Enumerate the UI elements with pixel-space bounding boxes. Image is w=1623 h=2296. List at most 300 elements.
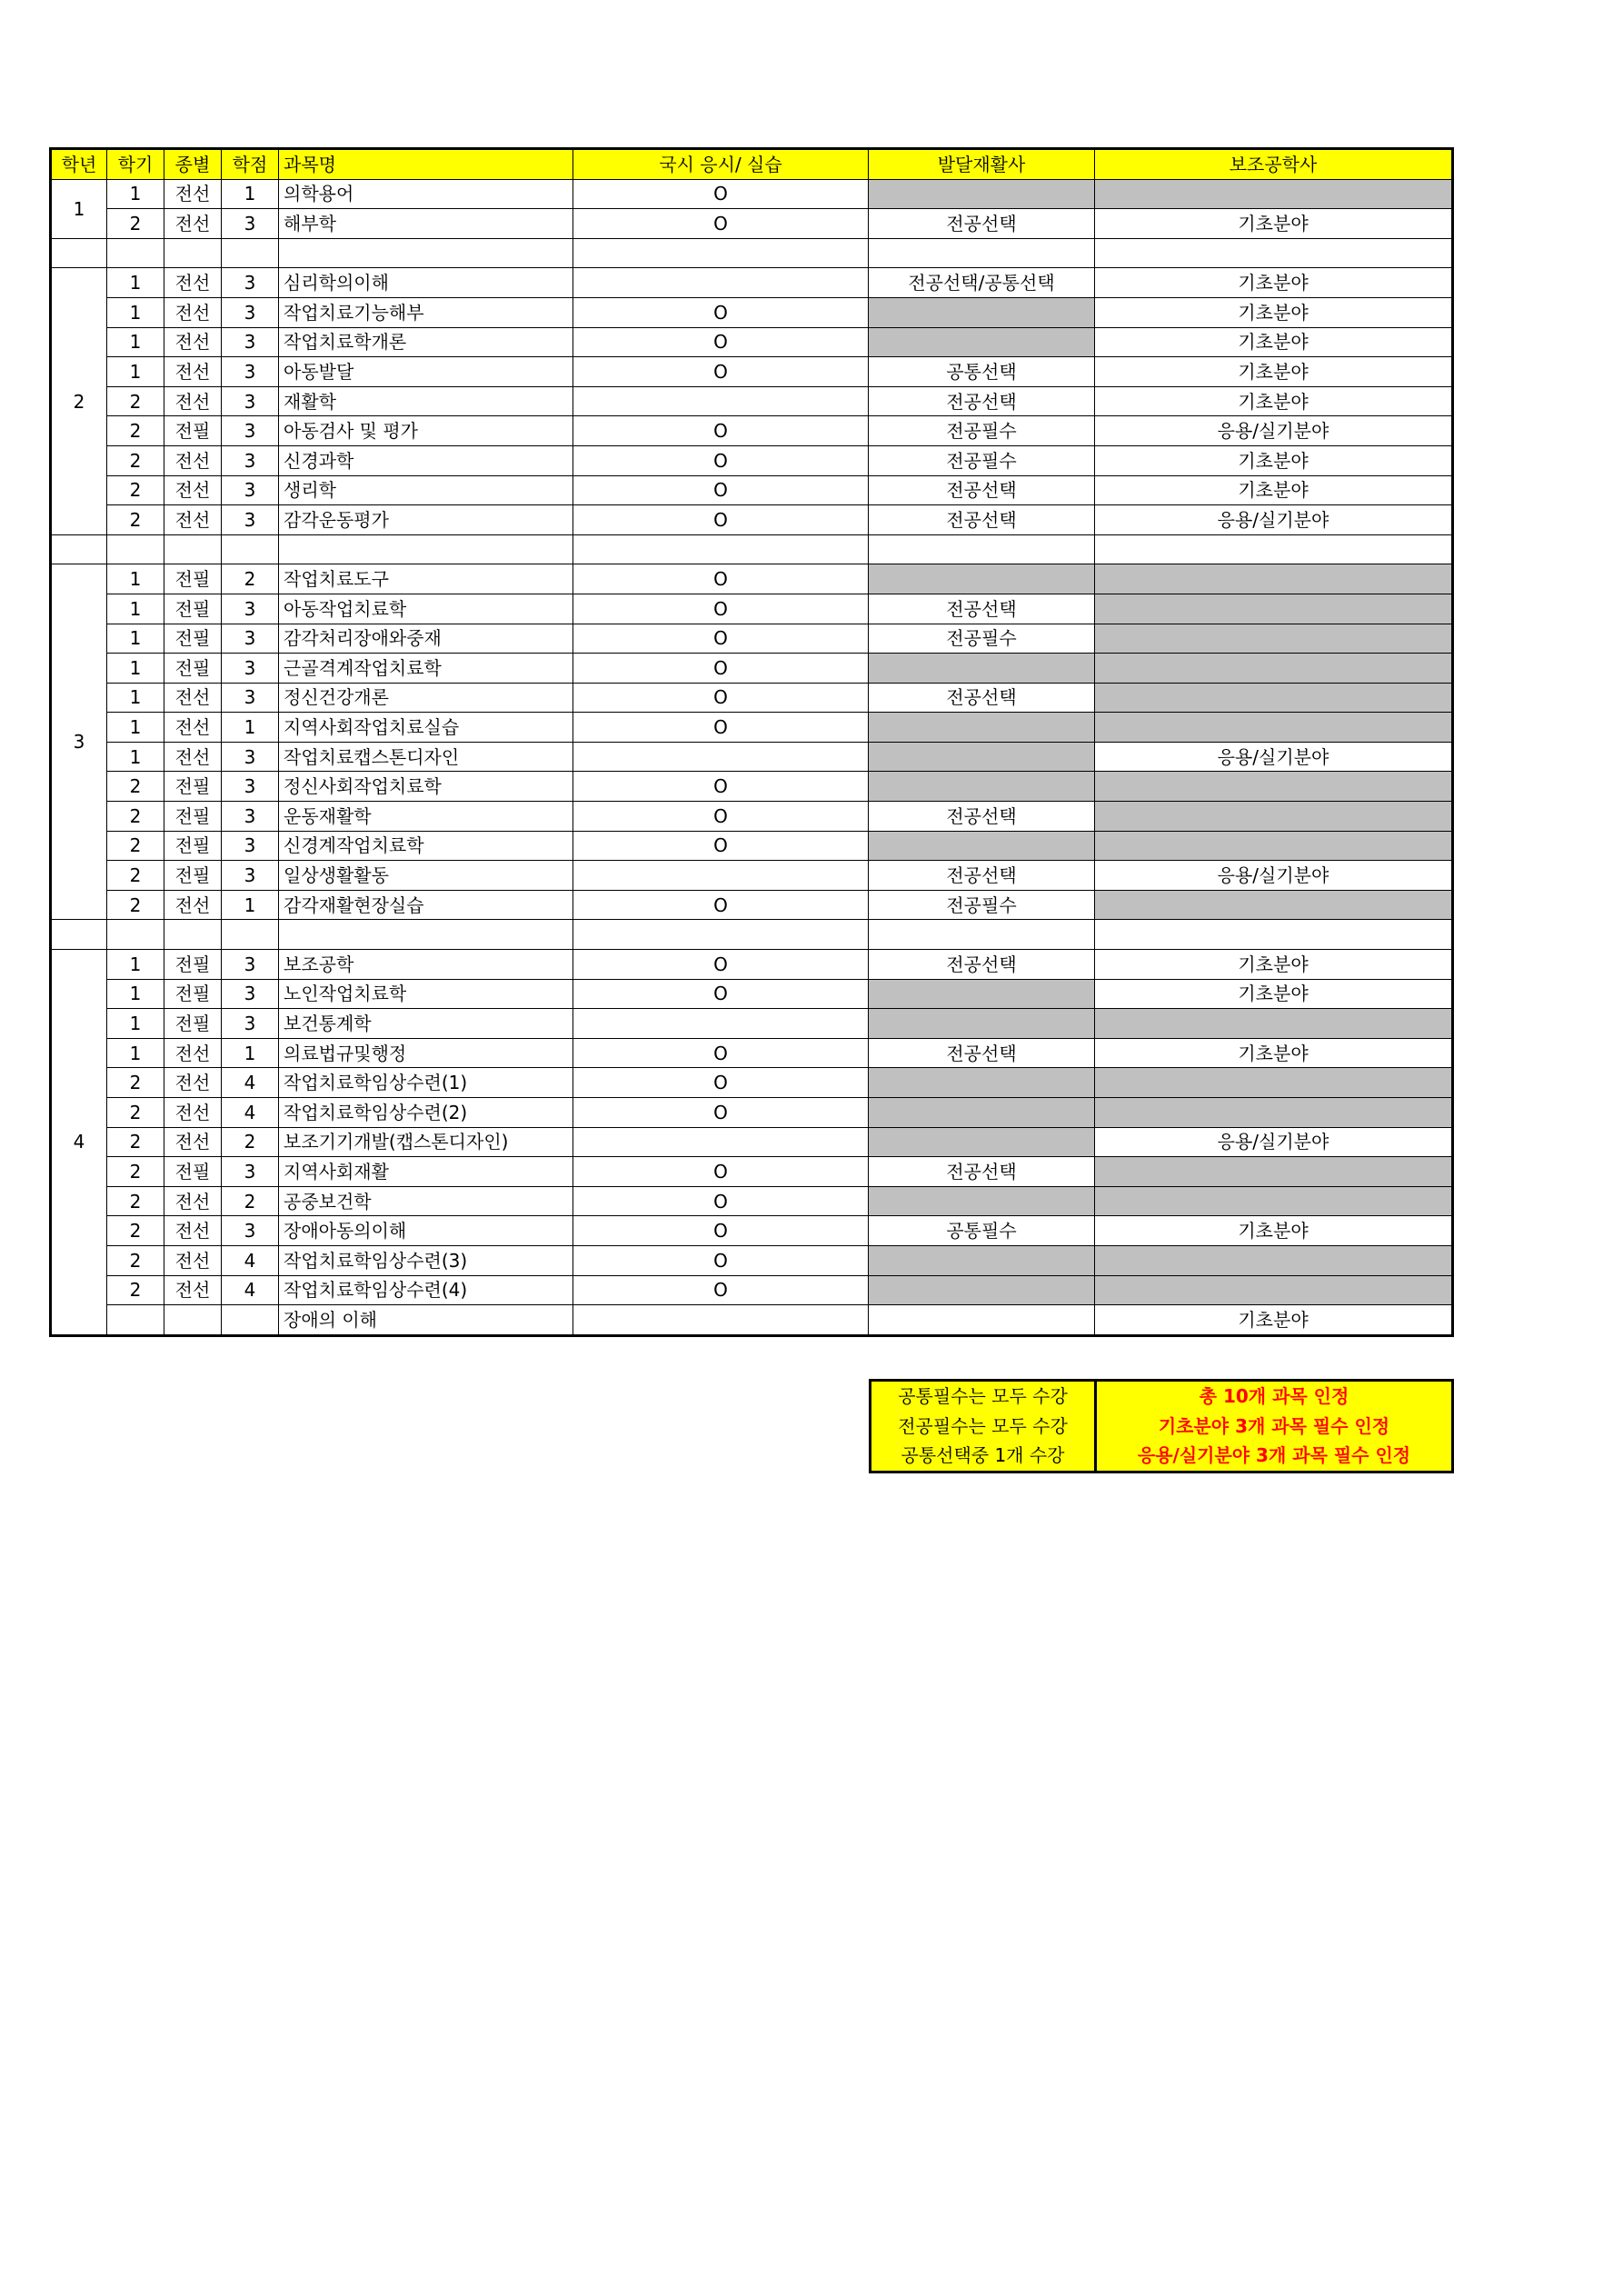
header-type: 종별 (164, 149, 222, 180)
credit-cell: 2 (222, 564, 279, 594)
type-cell: 전선 (164, 1186, 222, 1216)
course-name-cell: 심리학의이해 (279, 268, 573, 298)
semester-cell: 2 (107, 505, 164, 535)
empty-cell (573, 920, 869, 950)
exam-cell: O (573, 624, 869, 654)
table-row (51, 1009, 1453, 1039)
credit-cell: 3 (222, 831, 279, 861)
type-cell: 전필 (164, 654, 222, 684)
assistive-tech-cell: 기초분야 (1095, 386, 1453, 416)
credit-cell: 3 (222, 742, 279, 772)
assistive-tech-cell (1095, 772, 1453, 802)
dev-rehab-cell (869, 297, 1095, 327)
credit-cell: 3 (222, 1216, 279, 1246)
dev-rehab-cell (869, 1068, 1095, 1098)
course-name-cell: 감각운동평가 (279, 505, 573, 535)
dev-rehab-cell: 공통선택 (869, 357, 1095, 387)
assistive-tech-cell: 기초분야 (1095, 357, 1453, 387)
table-row (51, 1157, 1453, 1187)
table-row (51, 979, 1453, 1009)
header-semester: 학기 (107, 149, 164, 180)
assistive-tech-cell (1095, 1245, 1453, 1275)
assistive-tech-cell (1095, 890, 1453, 920)
assistive-tech-cell: 응용/실기분야 (1095, 1127, 1453, 1157)
notes-box (869, 1379, 1454, 1473)
assistive-tech-cell (1095, 594, 1453, 624)
empty-cell (1095, 238, 1453, 268)
type-cell: 전필 (164, 1157, 222, 1187)
empty-cell (573, 238, 869, 268)
dev-rehab-cell (869, 327, 1095, 357)
table-row (51, 1127, 1453, 1157)
header-credit: 학점 (222, 149, 279, 180)
course-name-cell: 장애아동의이해 (279, 1216, 573, 1246)
course-name-cell: 작업치료학임상수련(3) (279, 1245, 573, 1275)
dev-rehab-cell: 전공선택/공통선택 (869, 268, 1095, 298)
table-row (51, 386, 1453, 416)
type-cell: 전선 (164, 1127, 222, 1157)
semester-cell: 2 (107, 209, 164, 239)
empty-cell (1095, 534, 1453, 564)
empty-cell (573, 534, 869, 564)
table-row (51, 209, 1453, 239)
course-name-cell: 지역사회재활 (279, 1157, 573, 1187)
semester-cell: 2 (107, 386, 164, 416)
exam-cell: O (573, 654, 869, 684)
assistive-tech-cell: 기초분야 (1095, 979, 1453, 1009)
dev-rehab-cell (869, 1305, 1095, 1336)
course-name-cell: 보건통계학 (279, 1009, 573, 1039)
course-name-cell: 정신건강개론 (279, 683, 573, 713)
credit-cell: 1 (222, 1038, 279, 1068)
credit-cell: 3 (222, 772, 279, 802)
table-row (51, 831, 1453, 861)
exam-cell (573, 1009, 869, 1039)
dev-rehab-cell (869, 831, 1095, 861)
table-row (51, 1305, 1453, 1336)
empty-cell (869, 534, 1095, 564)
table-row (51, 861, 1453, 891)
header-exam: 국시 응시/ 실습 (573, 149, 869, 180)
semester-cell (107, 1305, 164, 1336)
exam-cell: O (573, 1157, 869, 1187)
semester-cell: 2 (107, 1275, 164, 1305)
assistive-tech-cell (1095, 1068, 1453, 1098)
course-body (51, 179, 1453, 1335)
type-cell: 전선 (164, 1068, 222, 1098)
year-cell: 1 (51, 179, 107, 238)
course-name-cell: 의학용어 (279, 179, 573, 209)
course-name-cell: 작업치료학임상수련(2) (279, 1098, 573, 1128)
semester-cell: 2 (107, 861, 164, 891)
type-cell: 전필 (164, 979, 222, 1009)
course-name-cell: 의료법규및행정 (279, 1038, 573, 1068)
exam-cell (573, 861, 869, 891)
dev-rehab-cell: 전공선택 (869, 1038, 1095, 1068)
table-row (51, 1186, 1453, 1216)
type-cell: 전선 (164, 505, 222, 535)
type-cell: 전필 (164, 416, 222, 446)
semester-cell: 2 (107, 1157, 164, 1187)
exam-cell: O (573, 416, 869, 446)
exam-cell: O (573, 357, 869, 387)
dev-rehab-cell (869, 772, 1095, 802)
semester-cell: 2 (107, 802, 164, 832)
semester-cell: 1 (107, 179, 164, 209)
semester-cell: 1 (107, 950, 164, 980)
credit-cell: 3 (222, 327, 279, 357)
exam-cell: O (573, 1068, 869, 1098)
course-name-cell: 보조기기개발(캡스톤디자인) (279, 1127, 573, 1157)
exam-cell (573, 386, 869, 416)
credit-cell (222, 1305, 279, 1336)
type-cell: 전필 (164, 802, 222, 832)
type-cell: 전선 (164, 179, 222, 209)
semester-cell: 2 (107, 1216, 164, 1246)
table-row (51, 1245, 1453, 1275)
note-left: 공통필수는 모두 수강 (871, 1381, 1096, 1412)
semester-cell: 1 (107, 624, 164, 654)
spacer-row (51, 534, 1453, 564)
semester-cell: 1 (107, 594, 164, 624)
assistive-tech-cell: 기초분야 (1095, 327, 1453, 357)
course-name-cell: 아동검사 및 평가 (279, 416, 573, 446)
year-cell: 4 (51, 950, 107, 1336)
dev-rehab-cell: 전공선택 (869, 475, 1095, 505)
type-cell: 전필 (164, 772, 222, 802)
credit-cell: 3 (222, 505, 279, 535)
assistive-tech-cell: 기초분야 (1095, 1038, 1453, 1068)
semester-cell: 1 (107, 297, 164, 327)
assistive-tech-cell (1095, 654, 1453, 684)
empty-cell (869, 920, 1095, 950)
credit-cell: 3 (222, 654, 279, 684)
assistive-tech-cell (1095, 624, 1453, 654)
type-cell: 전필 (164, 831, 222, 861)
dev-rehab-cell: 전공선택 (869, 1157, 1095, 1187)
table-row (51, 654, 1453, 684)
course-name-cell: 작업치료캡스톤디자인 (279, 742, 573, 772)
exam-cell: O (573, 1245, 869, 1275)
dev-rehab-cell (869, 1245, 1095, 1275)
exam-cell: O (573, 297, 869, 327)
credit-cell: 3 (222, 950, 279, 980)
assistive-tech-cell (1095, 1009, 1453, 1039)
type-cell: 전선 (164, 742, 222, 772)
credit-cell: 3 (222, 386, 279, 416)
assistive-tech-cell: 기초분야 (1095, 268, 1453, 298)
credit-cell: 3 (222, 209, 279, 239)
empty-cell (279, 534, 573, 564)
table-row (51, 742, 1453, 772)
semester-cell: 1 (107, 268, 164, 298)
exam-cell: O (573, 683, 869, 713)
assistive-tech-cell (1095, 831, 1453, 861)
note-left: 전공필수는 모두 수강 (871, 1412, 1096, 1442)
assistive-tech-cell (1095, 179, 1453, 209)
exam-cell: O (573, 564, 869, 594)
credit-cell: 3 (222, 475, 279, 505)
credit-cell: 1 (222, 179, 279, 209)
assistive-tech-cell (1095, 1186, 1453, 1216)
credit-cell: 2 (222, 1127, 279, 1157)
semester-cell: 2 (107, 1068, 164, 1098)
assistive-tech-cell (1095, 564, 1453, 594)
table-row (51, 1216, 1453, 1246)
credit-cell: 3 (222, 268, 279, 298)
header-year: 학년 (51, 149, 107, 180)
assistive-tech-cell (1095, 1098, 1453, 1128)
dev-rehab-cell (869, 713, 1095, 743)
assistive-tech-cell (1095, 713, 1453, 743)
exam-cell: O (573, 713, 869, 743)
exam-cell: O (573, 209, 869, 239)
header-row (51, 149, 1453, 180)
exam-cell: O (573, 890, 869, 920)
exam-cell: O (573, 1098, 869, 1128)
table-row (51, 505, 1453, 535)
type-cell: 전선 (164, 386, 222, 416)
credit-cell: 4 (222, 1275, 279, 1305)
header-course-name: 과목명 (279, 149, 573, 180)
course-name-cell: 노인작업치료학 (279, 979, 573, 1009)
semester-cell: 1 (107, 683, 164, 713)
course-name-cell: 신경과학 (279, 445, 573, 475)
exam-cell (573, 742, 869, 772)
exam-cell: O (573, 772, 869, 802)
exam-cell (573, 1127, 869, 1157)
credit-cell: 2 (222, 1186, 279, 1216)
spacer-row (51, 920, 1453, 950)
assistive-tech-cell: 응용/실기분야 (1095, 505, 1453, 535)
empty-cell (1095, 920, 1453, 950)
type-cell: 전선 (164, 475, 222, 505)
note-right: 기초분야 3개 과목 필수 인정 (1096, 1412, 1453, 1442)
dev-rehab-cell (869, 979, 1095, 1009)
course-name-cell: 공중보건학 (279, 1186, 573, 1216)
table-row (51, 1038, 1453, 1068)
dev-rehab-cell: 전공선택 (869, 802, 1095, 832)
type-cell: 전필 (164, 624, 222, 654)
assistive-tech-cell: 기초분야 (1095, 950, 1453, 980)
type-cell: 전선 (164, 713, 222, 743)
course-name-cell: 정신사회작업치료학 (279, 772, 573, 802)
table-row (51, 594, 1453, 624)
semester-cell: 1 (107, 357, 164, 387)
note-row (871, 1412, 1453, 1442)
semester-cell: 2 (107, 1098, 164, 1128)
exam-cell: O (573, 1275, 869, 1305)
semester-cell: 1 (107, 1038, 164, 1068)
dev-rehab-cell: 전공선택 (869, 594, 1095, 624)
course-name-cell: 아동작업치료학 (279, 594, 573, 624)
dev-rehab-cell: 전공선택 (869, 950, 1095, 980)
credit-cell: 3 (222, 445, 279, 475)
dev-rehab-cell (869, 742, 1095, 772)
course-name-cell: 지역사회작업치료실습 (279, 713, 573, 743)
table-row (51, 713, 1453, 743)
course-name-cell: 운동재활학 (279, 802, 573, 832)
semester-cell: 1 (107, 979, 164, 1009)
semester-cell: 2 (107, 1127, 164, 1157)
assistive-tech-cell: 기초분야 (1095, 445, 1453, 475)
type-cell: 전선 (164, 1275, 222, 1305)
table-row (51, 416, 1453, 446)
assistive-tech-cell: 기초분야 (1095, 1216, 1453, 1246)
dev-rehab-cell: 전공선택 (869, 505, 1095, 535)
table-row (51, 802, 1453, 832)
semester-cell: 2 (107, 416, 164, 446)
credit-cell: 1 (222, 713, 279, 743)
type-cell: 전선 (164, 327, 222, 357)
credit-cell: 3 (222, 1157, 279, 1187)
exam-cell: O (573, 445, 869, 475)
note-left: 공통선택중 1개 수강 (871, 1441, 1096, 1472)
empty-cell (869, 238, 1095, 268)
type-cell: 전필 (164, 594, 222, 624)
table-row (51, 357, 1453, 387)
semester-cell: 2 (107, 890, 164, 920)
course-name-cell: 아동발달 (279, 357, 573, 387)
type-cell: 전필 (164, 564, 222, 594)
empty-cell (107, 238, 164, 268)
course-name-cell: 일상생활활동 (279, 861, 573, 891)
credit-cell: 4 (222, 1245, 279, 1275)
type-cell: 전선 (164, 890, 222, 920)
exam-cell: O (573, 1216, 869, 1246)
type-cell: 전선 (164, 683, 222, 713)
note-row (871, 1381, 1453, 1412)
empty-cell (279, 920, 573, 950)
assistive-tech-cell (1095, 1275, 1453, 1305)
dev-rehab-cell: 전공필수 (869, 445, 1095, 475)
empty-cell (164, 534, 222, 564)
credit-cell: 3 (222, 297, 279, 327)
dev-rehab-cell (869, 179, 1095, 209)
table-row (51, 475, 1453, 505)
course-name-cell: 장애의 이해 (279, 1305, 573, 1336)
semester-cell: 1 (107, 327, 164, 357)
semester-cell: 1 (107, 564, 164, 594)
exam-cell: O (573, 979, 869, 1009)
credit-cell: 3 (222, 683, 279, 713)
dev-rehab-cell (869, 1275, 1095, 1305)
empty-cell (107, 534, 164, 564)
note-right: 총 10개 과목 인정 (1096, 1381, 1453, 1412)
empty-cell (51, 238, 107, 268)
exam-cell (573, 1305, 869, 1336)
course-name-cell: 감각재활현장실습 (279, 890, 573, 920)
credit-cell: 3 (222, 1009, 279, 1039)
exam-cell: O (573, 179, 869, 209)
type-cell: 전선 (164, 1245, 222, 1275)
semester-cell: 2 (107, 475, 164, 505)
assistive-tech-cell: 기초분야 (1095, 475, 1453, 505)
dev-rehab-cell (869, 654, 1095, 684)
type-cell: 전선 (164, 1038, 222, 1068)
semester-cell: 1 (107, 713, 164, 743)
dev-rehab-cell: 전공필수 (869, 416, 1095, 446)
dev-rehab-cell: 전공필수 (869, 890, 1095, 920)
exam-cell (573, 268, 869, 298)
empty-cell (222, 238, 279, 268)
exam-cell: O (573, 327, 869, 357)
credit-cell: 3 (222, 861, 279, 891)
course-name-cell: 작업치료도구 (279, 564, 573, 594)
type-cell: 전선 (164, 1216, 222, 1246)
semester-cell: 2 (107, 445, 164, 475)
exam-cell: O (573, 1186, 869, 1216)
table-row (51, 683, 1453, 713)
empty-cell (222, 534, 279, 564)
exam-cell: O (573, 594, 869, 624)
course-name-cell: 근골격계작업치료학 (279, 654, 573, 684)
semester-cell: 2 (107, 772, 164, 802)
credit-cell: 4 (222, 1098, 279, 1128)
assistive-tech-cell: 응용/실기분야 (1095, 861, 1453, 891)
assistive-tech-cell: 응용/실기분야 (1095, 742, 1453, 772)
credit-cell: 3 (222, 594, 279, 624)
table-row (51, 1098, 1453, 1128)
semester-cell: 2 (107, 831, 164, 861)
empty-cell (51, 534, 107, 564)
type-cell: 전선 (164, 445, 222, 475)
dev-rehab-cell: 전공필수 (869, 624, 1095, 654)
course-name-cell: 작업치료기능해부 (279, 297, 573, 327)
type-cell: 전필 (164, 950, 222, 980)
empty-cell (51, 920, 107, 950)
dev-rehab-cell (869, 1186, 1095, 1216)
semester-cell: 2 (107, 1186, 164, 1216)
type-cell (164, 1305, 222, 1336)
spacer-row (51, 238, 1453, 268)
exam-cell: O (573, 802, 869, 832)
type-cell: 전필 (164, 1009, 222, 1039)
empty-cell (164, 920, 222, 950)
dev-rehab-cell: 공통필수 (869, 1216, 1095, 1246)
header-dev-rehab: 발달재활사 (869, 149, 1095, 180)
course-name-cell: 생리학 (279, 475, 573, 505)
course-name-cell: 작업치료학임상수련(1) (279, 1068, 573, 1098)
credit-cell: 3 (222, 802, 279, 832)
empty-cell (279, 238, 573, 268)
credit-cell: 1 (222, 890, 279, 920)
semester-cell: 1 (107, 1009, 164, 1039)
course-name-cell: 해부학 (279, 209, 573, 239)
empty-cell (222, 920, 279, 950)
exam-cell: O (573, 1038, 869, 1068)
course-name-cell: 작업치료학개론 (279, 327, 573, 357)
type-cell: 전선 (164, 357, 222, 387)
year-cell: 3 (51, 564, 107, 920)
credit-cell: 3 (222, 357, 279, 387)
type-cell: 전필 (164, 861, 222, 891)
dev-rehab-cell: 전공선택 (869, 209, 1095, 239)
exam-cell: O (573, 505, 869, 535)
empty-cell (107, 920, 164, 950)
assistive-tech-cell (1095, 802, 1453, 832)
dev-rehab-cell: 전공선택 (869, 683, 1095, 713)
dev-rehab-cell: 전공선택 (869, 861, 1095, 891)
credit-cell: 3 (222, 624, 279, 654)
course-name-cell: 보조공학 (279, 950, 573, 980)
assistive-tech-cell: 응용/실기분야 (1095, 416, 1453, 446)
course-name-cell: 작업치료학임상수련(4) (279, 1275, 573, 1305)
type-cell: 전선 (164, 209, 222, 239)
table-row (51, 1068, 1453, 1098)
table-row (51, 268, 1453, 298)
assistive-tech-cell (1095, 1157, 1453, 1187)
